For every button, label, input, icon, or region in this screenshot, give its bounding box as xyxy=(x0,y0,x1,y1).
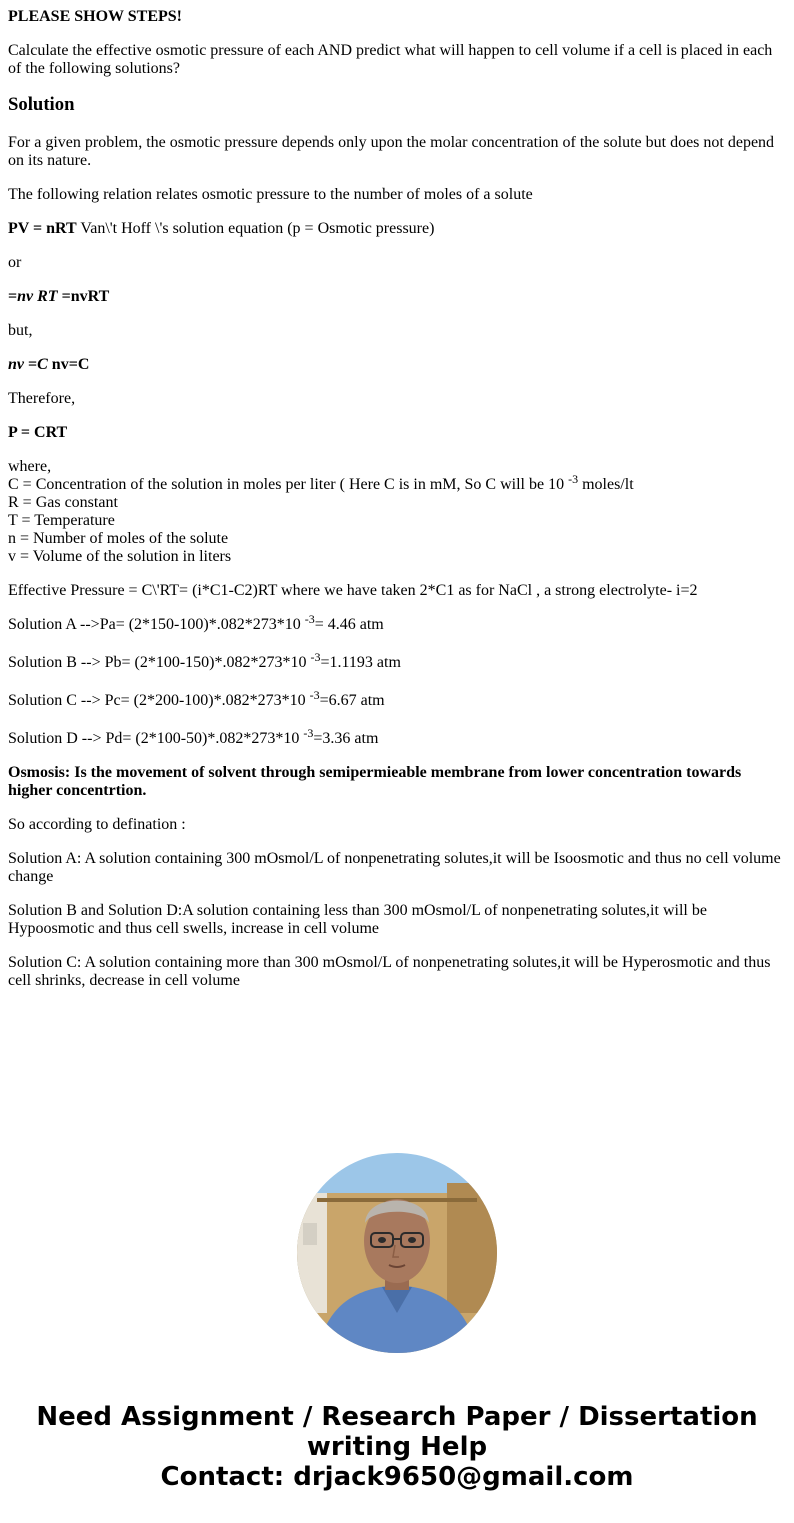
result-solution-c: Solution C: A solution containing more than 300 mOsmol/L of nonpenetrating solutes,it will be Hyperosmotic and thus cell shrinks, decrease in cell volume xyxy=(8,954,771,989)
calc-solution-a: Solution A -->Pa= (2*150-100)*.082*273*10 $^{-3}$= 4.46 atm xyxy=(8,612,384,633)
or-text: or xyxy=(8,254,22,271)
result-solution-bd: Solution B and Solution D:A solution containing less than 300 mOsmol/L of nonpenetrating solutes,it will be Hypoosmotic and thus cell swells, increase in cell volume xyxy=(8,902,707,937)
question-text: Calculate the effective osmotic pressure of each AND predict what will happen to cell volume if a cell is placed in each of the following solutions? xyxy=(8,42,773,77)
but-text: but, xyxy=(8,322,33,339)
solution-intro: For a given problem, the osmotic pressure depends only upon the molar concentration of the solute but does not depend on its nature. xyxy=(8,134,775,169)
according-text: So according to defination : xyxy=(8,816,186,833)
result-solution-a: Solution A: A solution containing 300 mOsmol/L of nonpenetrating solutes,it will be Isoosmotic and thus no cell volume change xyxy=(8,850,781,885)
definitions: where, C = Concentration of the solution in moles per liter ( Here C is in mM, So C will be 10 $^{-3}$ moles/lt R = Gas constant T = Temperature n = Number of moles of the solute v = Volume of the solution in liters xyxy=(8,458,634,565)
calc-solution-c: Solution C --> Pc= (2*200-100)*.082*273*10 $^{-3}$=6.67 atm xyxy=(8,688,385,709)
footer-line-1: Need Assignment / Research Paper / Dissertation xyxy=(36,1402,758,1432)
footer-contact: Contact: drjack9650@gmail.com xyxy=(160,1462,634,1492)
calc-solution-d: Solution D --> Pd= (2*100-50)*.082*273*10 $^{-3}$=3.36 atm xyxy=(8,726,379,747)
relation-text: The following relation relates osmotic pressure to the number of moles of a solute xyxy=(8,186,533,203)
question-heading: PLEASE SHOW STEPS! xyxy=(8,8,182,25)
solution-title: Solution xyxy=(8,94,75,115)
equation-nvrt: =nv RT =nvRT xyxy=(8,288,110,305)
footer-ad xyxy=(0,1402,794,1492)
calc-solution-b: Solution B --> Pb= (2*100-150)*.082*273*10 $^{-3}$=1.1193 atm xyxy=(8,650,401,671)
effective-pressure: Effective Pressure = C\'RT= (i*C1-C2)RT where we have taken 2*C1 as for NaCl , a strong electrolyte- i=2 xyxy=(8,582,698,599)
equation-pv-nrt: PV = nRT Van\'t Hoff \'s solution equation (p = Osmotic pressure) xyxy=(8,220,435,237)
avatar-photo xyxy=(297,1153,497,1353)
equation-p-crt: P = CRT xyxy=(8,424,68,441)
avatar xyxy=(297,1153,497,1353)
osmosis-definition: Osmosis: Is the movement of solvent through semipermieable membrane from lower concentration towards higher concentrtion. xyxy=(8,764,742,799)
equation-nv-c: nv =C nv=C xyxy=(8,356,90,373)
footer-line-2: writing Help xyxy=(306,1432,488,1462)
therefore-text: Therefore, xyxy=(8,390,76,407)
answer-document xyxy=(8,8,786,1006)
